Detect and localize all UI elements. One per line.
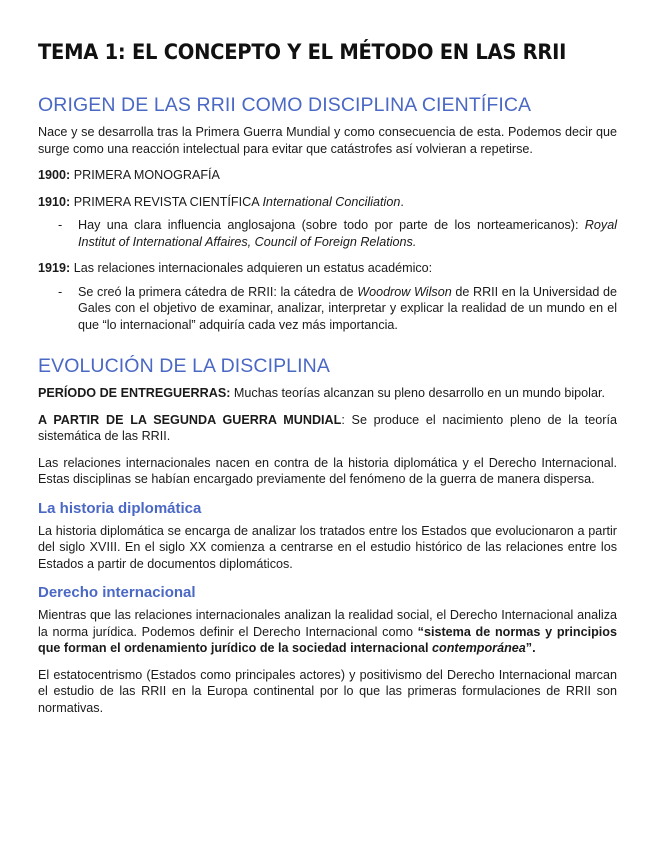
section-heading-evolucion: EVOLUCIÓN DE LA DISCIPLINA — [38, 355, 330, 377]
paragraph-historia-diplomatica: La historia diplomática se encarga de analizar los tratados entre los Estados que evolucionaron a partir del siglo XVIII. En el siglo XX comienza a centrarse en el estudio histórico de las relaciones entre los Estados a partir de documentos diplomáticos. — [38, 523, 617, 571]
text-segunda-guerra: : Se produce el nacimiento pleno de la teoría sistemática de las RRII. — [38, 412, 617, 443]
text-1910: PRIMERA REVISTA CIENTÍFICA — [70, 194, 263, 209]
end-1910: . — [400, 194, 404, 209]
paragraph-1910 — [38, 194, 617, 211]
bullet-list-1 — [38, 217, 617, 250]
text-1919: Las relaciones internacionales adquieren un estatus académico: — [70, 261, 433, 275]
derecho-text: Mientras que las relaciones internacionales analizan la realidad social, el Derecho Internacional analiza la norma jurídica. Podemos definir el Derecho Internacional como — [38, 608, 617, 639]
list-item-catedra — [58, 284, 617, 334]
italic-1910: International Conciliation — [262, 194, 401, 209]
list-item-anglosajona — [58, 217, 617, 250]
paragraph-nacen: Las relaciones internacionales nacen en contra de la historia diplomática y el Derecho Internacional. Estas disciplinas se habían encargado previamente del fenómeno de la guerra de manera dispersa. — [38, 455, 617, 486]
subheading-historia-diplomatica: La historia diplomática — [38, 499, 202, 517]
bullet-italic-wilson: Woodrow Wilson — [357, 284, 452, 299]
page-title: TEMA 1: EL CONCEPTO Y EL MÉTODO EN LAS RRII — [38, 40, 567, 64]
paragraph-intro: Nace y se desarrolla tras la Primera Guerra Mundial y como consecuencia de esta. Podemos decir que surge como una reacción intelectual para evitar que catástrofes así volvieran a repetirse. — [38, 125, 617, 156]
bullet-text: Hay una clara influencia anglosajona (sobre todo por parte de los norteamericanos): — [78, 218, 585, 232]
year-1900: 1900: — [38, 168, 71, 182]
label-segunda-guerra: A PARTIR DE LA SEGUNDA GUERRA MUNDIAL — [38, 412, 342, 427]
definition-end: ”. — [525, 641, 536, 655]
text-entreguerras: Muchas teorías alcanzan su pleno desarrollo en un mundo bipolar. — [230, 386, 605, 400]
subheading-derecho-internacional: Derecho internacional — [38, 584, 196, 601]
dash-marker: - — [58, 218, 63, 232]
paragraph-entreguerras — [38, 385, 617, 402]
definition-text: “sistema de normas y principios que forman el ordenamiento jurídico de la sociedad internacional — [38, 624, 618, 655]
paragraph-derecho-1 — [38, 607, 617, 657]
definition-italic: contemporánea — [432, 641, 526, 655]
paragraph-1900 — [38, 167, 617, 184]
paragraph-segunda-guerra — [38, 412, 617, 445]
year-1919: 1919: — [38, 261, 71, 275]
paragraph-derecho-2: El estatocentrismo (Estados como principales actores) y positivismo del Derecho Internacional marcan el estudio de las RRII en la Europa continental por lo que las primeras formulaciones de RRII son normativas. — [38, 667, 617, 715]
bullet-list-2 — [38, 284, 617, 334]
bullet-text-after: de RRII en la Universidad de Gales con el objetivo de examinar, analizar, interpretar y explicar la realidad de un mundo en el que “lo internacional” adquiría cada vez más importancia. — [78, 284, 617, 332]
text-1900: PRIMERA MONOGRAFÍA — [70, 168, 220, 182]
bullet-text-before: Se creó la primera cátedra de RRII: la cátedra de — [78, 284, 358, 299]
year-1910: 1910: — [38, 194, 71, 209]
section-heading-origen: ORIGEN DE LAS RRII COMO DISCIPLINA CIENTÍFICA — [38, 94, 532, 116]
paragraph-1919 — [38, 260, 617, 277]
bullet-italic: Royal Institut of International Affaires, Council of Foreign Relations. — [78, 218, 617, 249]
dash-marker: - — [58, 284, 63, 299]
label-entreguerras: PERÍODO DE ENTREGUERRAS: — [38, 386, 231, 400]
